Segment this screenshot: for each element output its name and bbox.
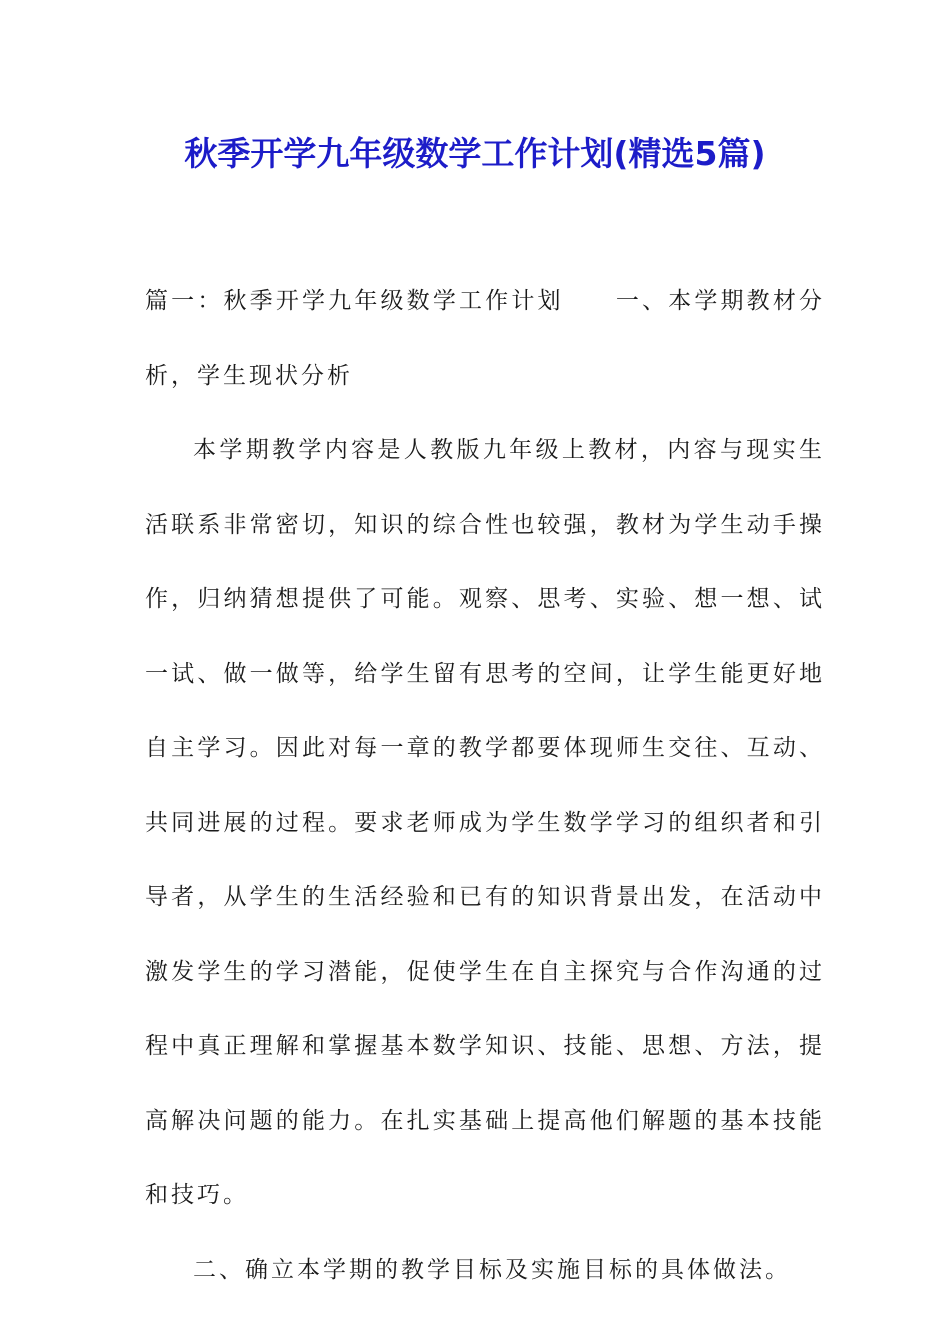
document-title: 秋季开学九年级数学工作计划(精选5篇) (184, 134, 766, 173)
document-body (145, 264, 825, 1307)
section-heading-paragraph (145, 264, 825, 413)
item-two-heading: 二、确立本学期的教学目标及实施目标的具体做法。 (193, 1256, 791, 1283)
section-one-heading: 篇一：秋季开学九年级数学工作计划 (145, 288, 564, 314)
body-paragraph: 本学期教学内容是人教版九年级上教材，内容与现实生活联系非常密切，知识的综合性也较强，教材为学生动手操作，归纳猜想提供了可能。观察、思考、实验、想一想、试一试、做一做等，给学生留有思考的空间，让学生能更好地自主学习。因此对每一章的教学都要体现师生交往、互动、共同进展的过程。要求老师成为学生数学学习的组织者和引导者，从学生的生活经验和已有的知识背景出发，在活动中激发学生的学习潜能，促使学生在自主探究与合作沟通的过程中真正理解和掌握基本数学知识、技能、思想、方法，提高解决问题的能力。在扎实基础上提高他们解题的基本技能和技巧。 (145, 437, 825, 1208)
item-one-heading: 一、本学期教材分析，学生现状分析 (145, 288, 826, 389)
